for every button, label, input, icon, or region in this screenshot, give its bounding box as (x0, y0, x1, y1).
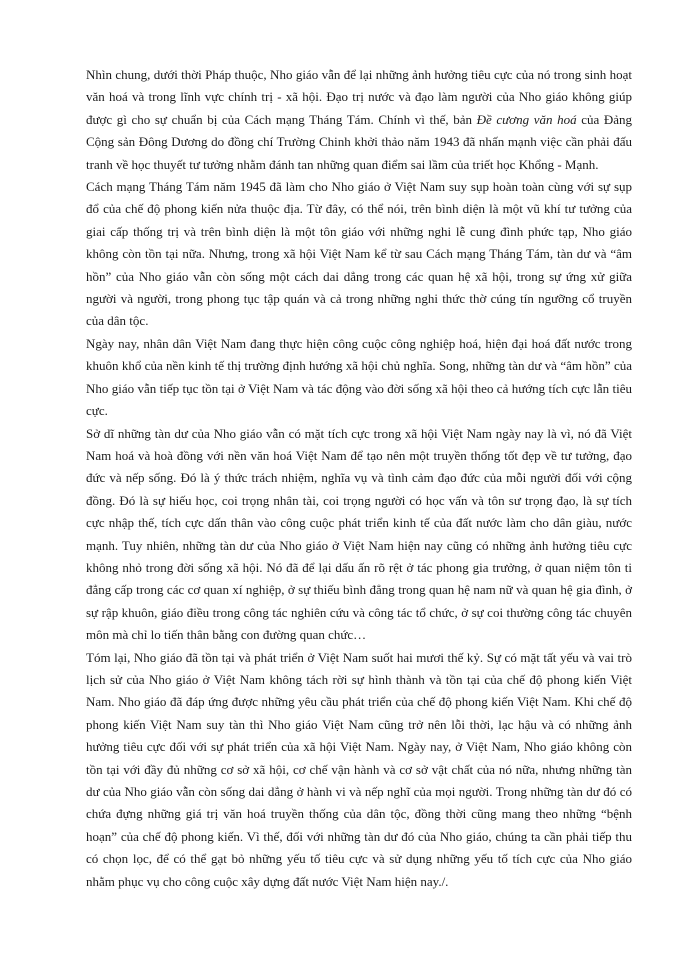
paragraph-5: Tóm lại, Nho giáo đã tồn tại và phát triển ở Việt Nam suốt hai mươi thế kỷ. Sự có mặt tất yếu và vai trò lịch sử của Nho giáo ở Việt Nam không tách rời sự hình thành và tồn tại của chế độ phong kiến Việt Nam. Nho giáo đã đáp ứng được những yêu cầu phát triển của chế độ phong kiến Việt Nam. Khi chế độ phong kiến Việt Nam suy tàn thì Nho giáo Việt Nam cũng trở nên lỗi thời, lạc hậu và có những ảnh hưởng tiêu cực đối với sự phát triển của xã hội Việt Nam. Ngày nay, ở Việt Nam, Nho giáo không còn tồn tại với đầy đủ những cơ sở xã hội, cơ chế vận hành và cơ sở vật chất của nó nữa, nhưng những tàn dư của Nho giáo vẫn còn sống dai dẳng ở hành vi và nếp nghĩ của mọi người. Trong những tàn dư đó có chứa đựng những giá trị văn hoá truyền thống của dân tộc, đồng thời cũng mang theo những “bệnh hoạn” của chế độ phong kiến. Vì thế, đối với những tàn dư đó của Nho giáo, chúng ta cần phải tiếp thu có chọn lọc, để có thể gạt bỏ những yếu tố tiêu cực và sử dụng những yếu tố tích cực của Nho giáo nhằm phục vụ cho công cuộc xây dựng đất nước Việt Nam hiện nay./. (86, 649, 632, 889)
paragraph-1-emphasis-title: Đề cương văn hoá (476, 111, 577, 127)
paragraph-1 (86, 64, 632, 176)
paragraph-3: Ngày nay, nhân dân Việt Nam đang thực hiện công cuộc công nghiệp hoá, hiện đại hoá đất nước trong khuôn khổ của nền kinh tế thị trường định hướng xã hội chủ nghĩa. Song, những tàn dư và “âm hồn” của Nho giáo vẫn tiếp tục tồn tại ở Việt Nam và tác động vào đời sống xã hội theo cả hướng tích cực lẫn tiêu cực. (86, 335, 632, 419)
paragraph-1-text-end: của Đảng Cộng sản Đông Dương do đồng chí Trường Chinh khởi thảo năm 1943 đã nhấn mạnh việc cần phải đấu tranh về học thuyết tư tưởng nhằm đánh tan những quan điểm sai lầm của triết học Khổng - Mạnh. (86, 111, 632, 172)
paragraph-2: Cách mạng Tháng Tám năm 1945 đã làm cho Nho giáo ở Việt Nam suy sụp hoàn toàn cùng với sự sụp đổ của chế độ phong kiến nửa thuộc địa. Từ đây, có thể nói, trên bình diện là một vũ khí tư tưởng của giai cấp thống trị và trên bình diện là một tôn giáo với những nghi lễ cung đình phức tạp, Nho giáo không còn tồn tại nữa. Nhưng, trong xã hội Việt Nam kể từ sau Cách mạng Tháng Tám, tàn dư và “âm hồn” của Nho giáo vẫn còn sống một cách dai dẳng trong các quan hệ xã hội, trong sự ứng xử giữa người và người, trong phong tục tập quán và cả trong những nghi thức thờ cúng tín ngưỡng cổ truyền của dân tộc. (86, 179, 632, 329)
paragraph-1-text-start: Nhìn chung, dưới thời Pháp thuộc, Nho giáo vẫn để lại những ảnh hưởng tiêu cực của nó trong sinh hoạt văn hoá và trong lĩnh vực chính trị - xã hội. Đạo trị nước và đạo làm người của Nho giáo không giúp được gì cho sự chuẩn bị của Cách mạng Tháng Tám. Chính vì thế, bản (86, 67, 632, 127)
paragraph-4: Sở dĩ những tàn dư của Nho giáo vẫn có mặt tích cực trong xã hội Việt Nam ngày nay là vì, nó đã Việt Nam hoá và hoà đồng với nền văn hoá Việt Nam để tạo nên một truyền thống tốt đẹp về tư tưởng, đạo đức và nếp sống. Đó là ý thức trách nhiệm, nghĩa vụ và tình cảm đạo đức của mỗi người đối với cộng đồng. Đó là sự hiếu học, coi trọng nhân tài, coi trọng người có học vấn và tôn sư trọng đạo, là sự tích cực nhập thế, tích cực dấn thân vào công cuộc phát triển kinh tế của đất nước làm cho dân giàu, nước mạnh. Tuy nhiên, những tàn dư của Nho giáo ở Việt Nam hiện nay cũng có những ảnh hưởng tiêu cực không nhỏ trong đời sống xã hội. Nó đã để lại dấu ấn rõ rệt ở tác phong gia trưởng, ở quan niệm tôn ti đẳng cấp trong các cơ quan xí nghiệp, ở sự thiếu bình đẳng trong quan hệ nam nữ và quan hệ gia đình, ở sự rập khuôn, giáo điều trong công tác nghiên cứu và công tác tổ chức, ở sự coi thường công tác chuyên môn mà chỉ lo tiến thân bằng con đường quan chức… (86, 425, 632, 643)
document-body (86, 64, 632, 893)
